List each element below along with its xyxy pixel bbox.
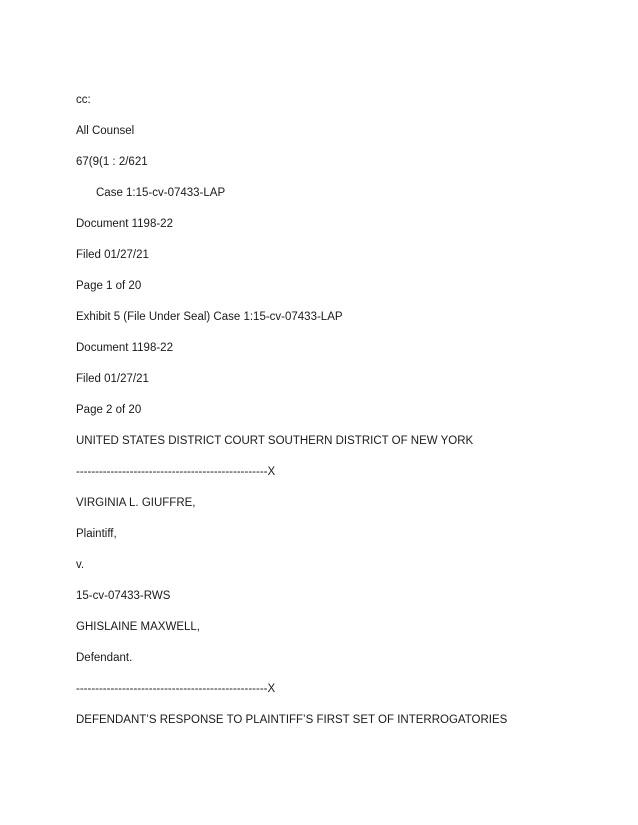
versus-label: v. [76, 559, 85, 571]
cc-recipient: All Counsel [76, 125, 135, 137]
stamp-text: 67(9(1 : 2/621 [76, 156, 148, 168]
exhibit-case-header: Exhibit 5 (File Under Seal) Case 1:15-cv-07433-LAP [76, 311, 343, 323]
filed-date-page-2: Filed 01/27/21 [76, 373, 149, 385]
page-number-1: Page 1 of 20 [76, 280, 142, 292]
defendant-name: GHISLAINE MAXWELL, [76, 621, 200, 633]
court-name: UNITED STATES DISTRICT COURT SOUTHERN DISTRICT OF NEW YORK [76, 435, 474, 447]
cc-line: cc: [76, 94, 91, 106]
plaintiff-name: VIRGINIA L. GIUFFRE, [76, 497, 196, 509]
document-number-page-1: Document 1198-22 [76, 218, 173, 230]
docket-number: 15-cv-07433-RWS [76, 590, 171, 602]
page-number-2: Page 2 of 20 [76, 404, 142, 416]
document-number-page-2: Document 1198-22 [76, 342, 173, 354]
caption-divider-top: --------------------------------------------------X [76, 466, 276, 478]
filed-date-page-1: Filed 01/27/21 [76, 249, 149, 261]
case-number-page-1: Case 1:15-cv-07433-LAP [96, 187, 226, 199]
caption-divider-bottom: --------------------------------------------------X [76, 683, 276, 695]
document-title: DEFENDANT’S RESPONSE TO PLAINTIFF’S FIRST SET OF INTERROGATORIES [76, 714, 508, 726]
plaintiff-label: Plaintiff, [76, 528, 117, 540]
defendant-label: Defendant. [76, 652, 133, 664]
